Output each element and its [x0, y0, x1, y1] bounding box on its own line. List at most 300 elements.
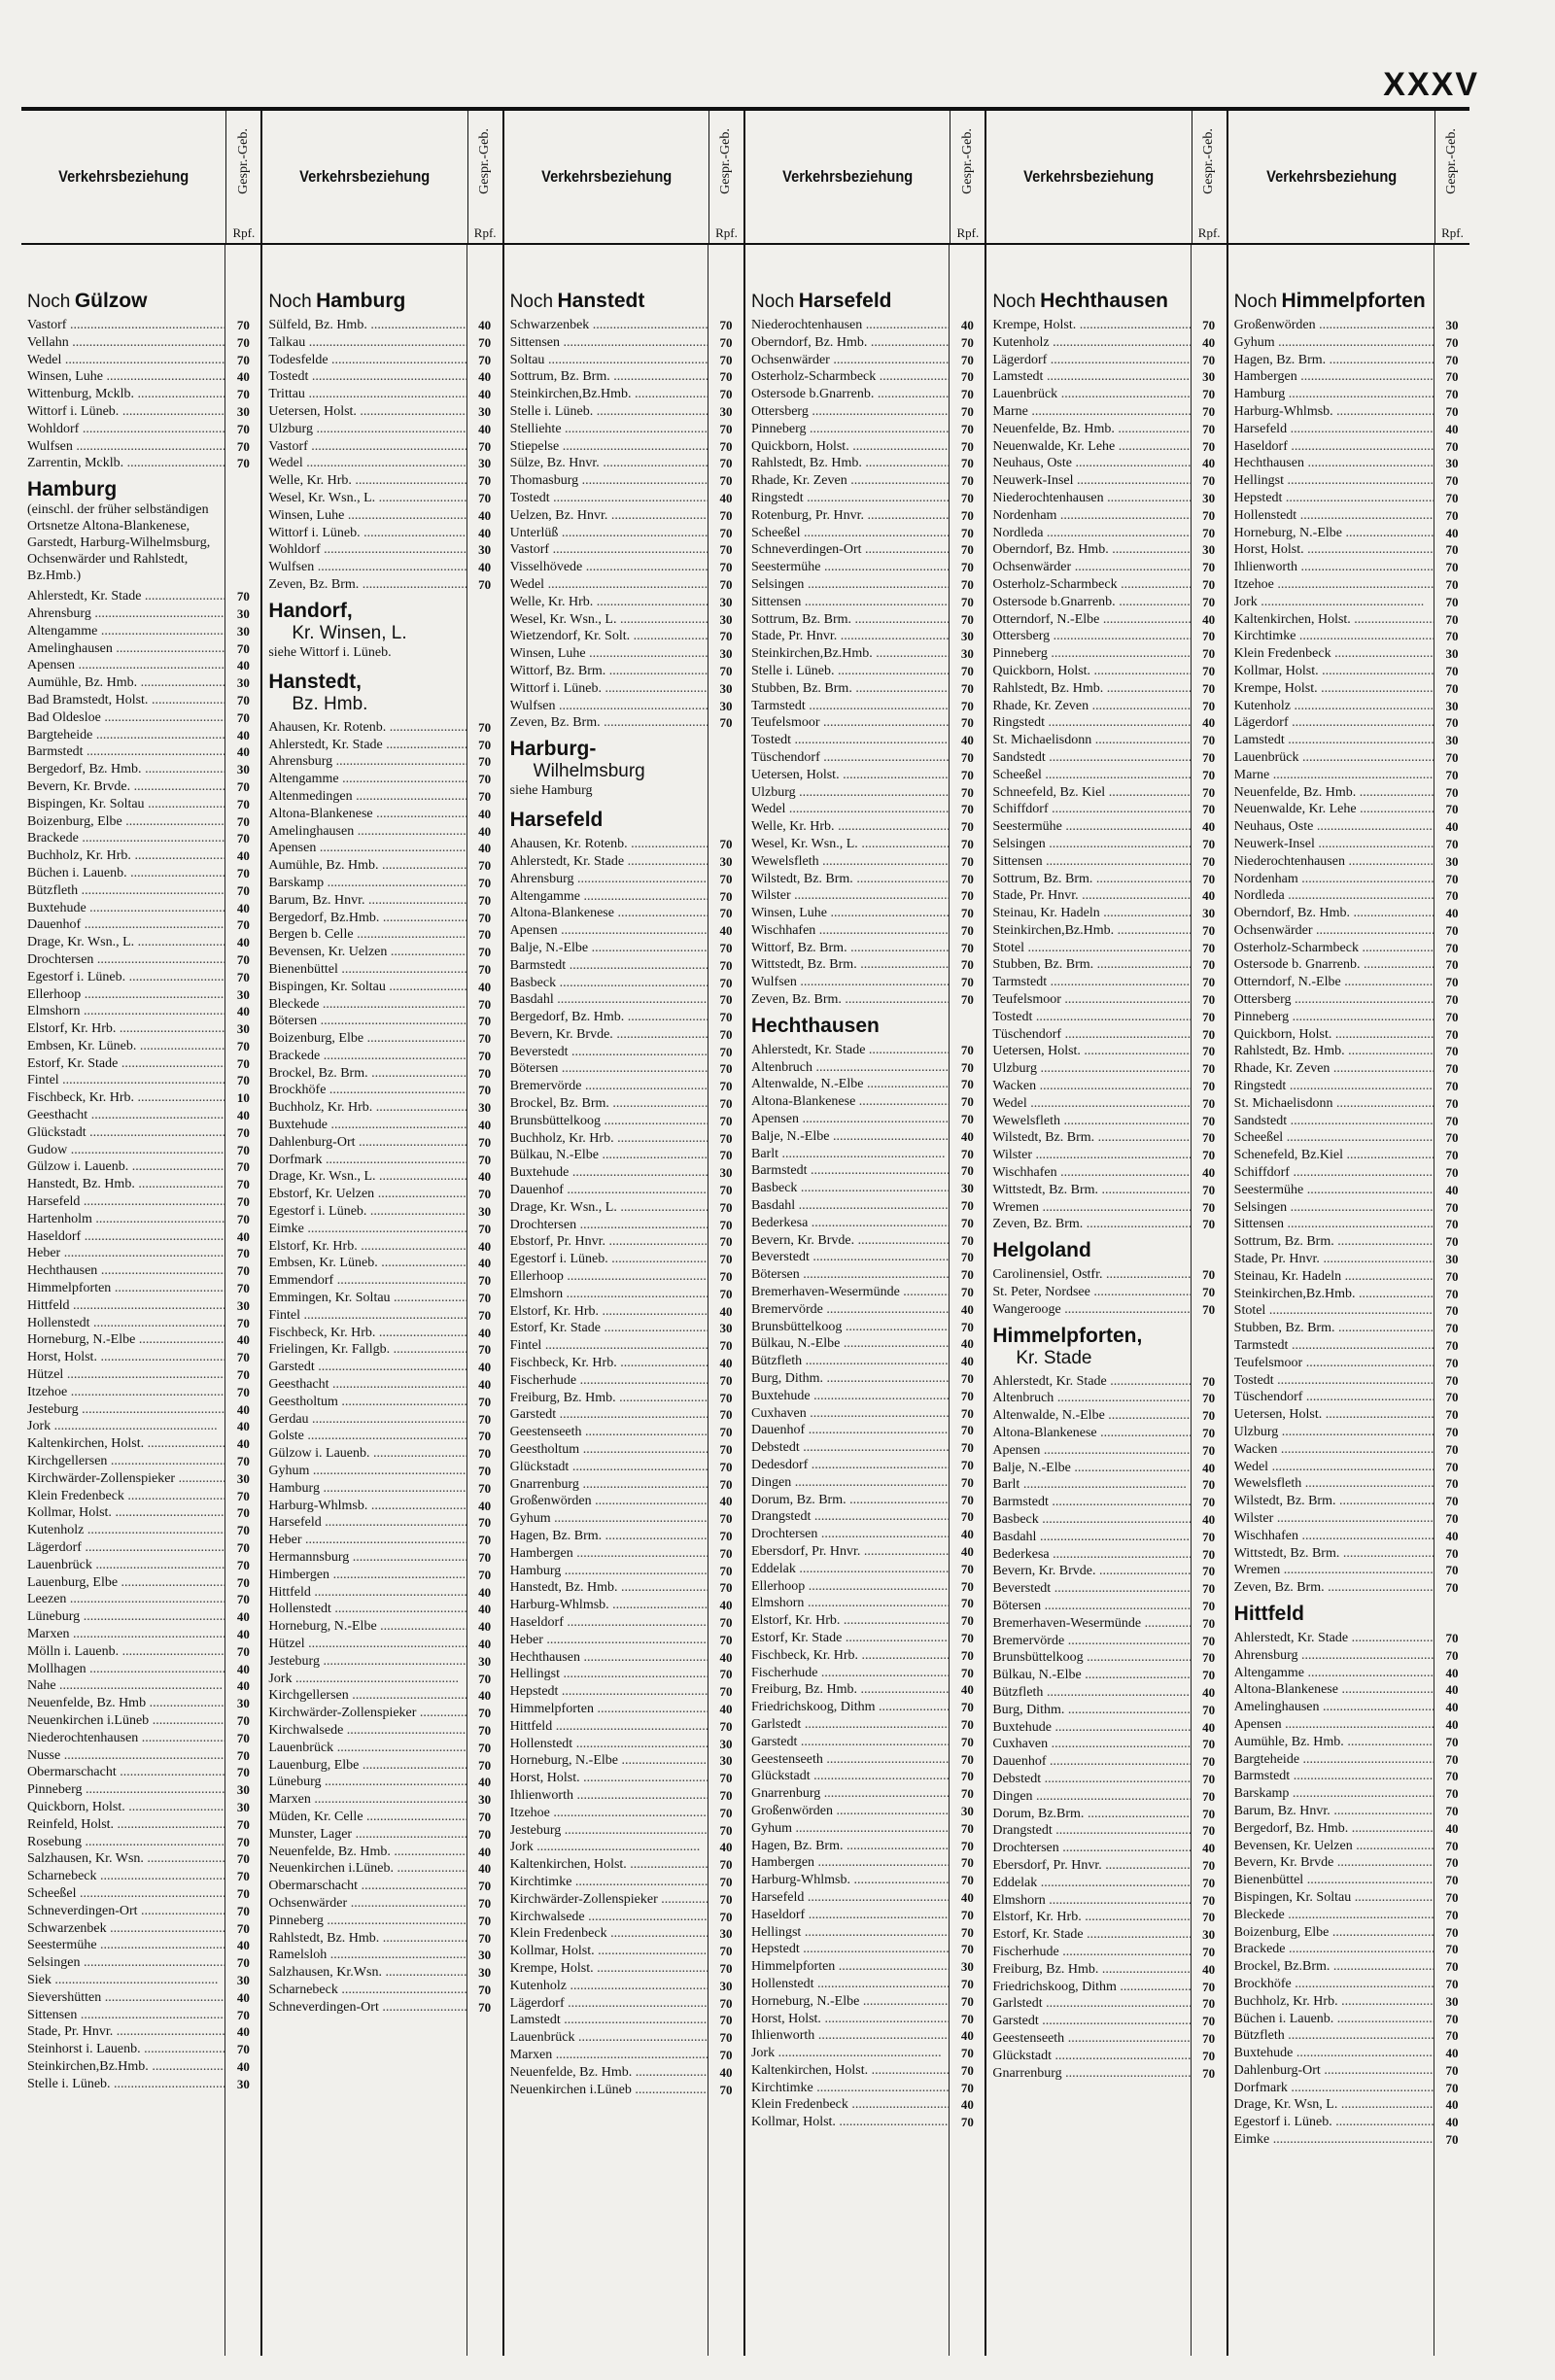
destination-name: Bülkau, N.-Elbe ..... [751, 1335, 950, 1353]
table-row [1234, 2045, 1469, 2062]
table-row [992, 1892, 1226, 1910]
call-charge: 30 [1202, 906, 1216, 921]
call-charge: 40 [478, 1498, 492, 1513]
destination-name: Frielingen, Kr. Fallgb. ..... [268, 1341, 466, 1359]
call-charge: 70 [236, 1488, 250, 1503]
call-charge: 30 [236, 986, 250, 1002]
call-charge: 70 [1445, 1113, 1459, 1128]
table-row [992, 1026, 1226, 1044]
table-row [510, 2082, 743, 2099]
destination-name: Tüschendorf ..... [992, 1026, 1191, 1044]
destination-name: Hambergen ..... [1234, 368, 1434, 386]
table-row [1234, 594, 1469, 611]
destination-name: Kutenholz ..... [992, 334, 1191, 352]
destination-name: Lauenbrück ..... [268, 1740, 466, 1757]
table-row [1234, 922, 1469, 940]
table-row [510, 1078, 743, 1095]
table-row [510, 317, 743, 334]
destination-name: Geestenseeth ..... [992, 2030, 1191, 2048]
table-row [510, 525, 743, 542]
call-charge: 40 [236, 900, 250, 915]
call-charge: 70 [960, 1665, 974, 1680]
destination-name: Altengamme ..... [510, 888, 708, 906]
charge-header [225, 111, 260, 243]
table-row [751, 922, 985, 940]
call-charge: 70 [960, 1042, 974, 1057]
call-charge: 70 [1202, 473, 1216, 489]
table-row [27, 1574, 260, 1592]
heading-place: Handorf, [268, 599, 353, 622]
destination-name: Sottrum, Bz. Brm. ..... [992, 871, 1191, 888]
destination-name: Tarmstedt ..... [751, 698, 950, 715]
destination-name: Altona-Blankenese ..... [992, 1425, 1191, 1442]
table-row [268, 1411, 501, 1429]
destination-name: Lauenbrück ..... [992, 386, 1191, 403]
destination-name: Haseldorf ..... [1234, 438, 1434, 456]
table-row [751, 576, 985, 594]
table-row [751, 2045, 985, 2062]
destination-name: Bötersen ..... [992, 1598, 1191, 1615]
destination-name: Scheeßel ..... [751, 525, 950, 542]
table-row [1234, 2062, 1469, 2080]
table-row [992, 490, 1226, 507]
call-charge: 30 [236, 623, 250, 638]
table-column [1228, 111, 1469, 2356]
call-charge: 70 [960, 1319, 974, 1334]
table-row [992, 1373, 1226, 1391]
table-row [992, 403, 1226, 421]
call-charge: 40 [478, 1861, 492, 1877]
table-row [751, 1993, 985, 2011]
table-row [992, 680, 1226, 698]
call-charge: 70 [1445, 1942, 1459, 1957]
call-charge: 70 [960, 1716, 974, 1732]
destination-name: Vastorf ..... [27, 317, 225, 334]
call-charge: 70 [1202, 922, 1216, 938]
destination-name: Kaltenkirchen, Holst. ..... [751, 2062, 950, 2080]
call-charge: 70 [719, 456, 733, 471]
call-charge: 70 [478, 1464, 492, 1479]
heading-subtitle: Wilhelmsburg [533, 761, 645, 782]
destination-name: Klein Fredenbeck ..... [1234, 645, 1434, 663]
destination-name: Horneburg, N.-Elbe ..... [510, 1752, 708, 1770]
destination-name: Fischbeck, Kr. Hrb. ..... [510, 1355, 708, 1372]
table-row [992, 1476, 1226, 1494]
table-row [992, 472, 1226, 490]
destination-name: Bergedorf, Bz. Hmb. ..... [510, 1009, 708, 1026]
table-row [1234, 2096, 1469, 2114]
call-charge: 70 [478, 1671, 492, 1686]
table-row [1234, 1716, 1469, 1734]
table-row [27, 1055, 260, 1073]
table-row [27, 709, 260, 727]
table-row [1234, 1372, 1469, 1390]
destination-name: Scharnebeck ..... [27, 1868, 225, 1885]
table-row [1234, 1872, 1469, 1889]
call-charge: 70 [960, 369, 974, 385]
destination-name: Garstedt ..... [751, 1734, 950, 1751]
call-charge: 40 [960, 2028, 974, 2044]
destination-name: Marxen ..... [268, 1791, 466, 1809]
call-charge: 30 [1445, 646, 1459, 662]
call-charge: 70 [1445, 369, 1459, 385]
call-charge: 40 [478, 1602, 492, 1617]
table-row [510, 940, 743, 957]
table-row [751, 2080, 985, 2097]
table-row [268, 1705, 501, 1722]
table-row [510, 1943, 743, 1960]
destination-name: Kollmar, Holst. ..... [1234, 663, 1434, 680]
call-charge: 70 [719, 1199, 733, 1215]
call-charge: 70 [719, 1580, 733, 1596]
call-charge: 70 [719, 1183, 733, 1198]
call-charge: 70 [960, 387, 974, 402]
destination-name: Horst, Holst. ..... [1234, 541, 1434, 559]
destination-name: Apensen ..... [268, 840, 466, 857]
destination-name: Basbeck ..... [751, 1180, 950, 1197]
call-charge: 70 [719, 560, 733, 575]
table-row [268, 1463, 501, 1480]
table-row [992, 1667, 1226, 1684]
call-charge: 70 [1202, 871, 1216, 886]
table-row [510, 905, 743, 922]
call-charge: 70 [236, 1885, 250, 1901]
charge-header [1192, 111, 1227, 243]
destination-name: Sittensen ..... [510, 334, 708, 352]
call-charge: 70 [478, 1083, 492, 1098]
destination-name: Bad Bramstedt, Holst. ..... [27, 692, 225, 709]
destination-name: Bederkesa ..... [751, 1215, 950, 1232]
destination-name: Sülze, Bz. Hnvr. ..... [510, 455, 708, 472]
table-row [1234, 1958, 1469, 1976]
destination-name: Barlt ..... [751, 1146, 950, 1163]
table-row [992, 455, 1226, 472]
call-charge: 70 [1202, 663, 1216, 678]
destination-name: Teufelsmoor ..... [992, 991, 1191, 1009]
call-charge: 70 [1202, 1633, 1216, 1648]
call-charge: 70 [1445, 387, 1459, 402]
call-charge: 70 [1202, 1477, 1216, 1493]
destination-name: Bülkau, N.-Elbe ..... [992, 1667, 1191, 1684]
destination-name: Jork ..... [27, 1418, 225, 1435]
destination-name: Pinneberg ..... [751, 421, 950, 438]
call-charge: 70 [719, 871, 733, 886]
call-charge: 40 [719, 1356, 733, 1371]
destination-name: Hollenstedt ..... [268, 1601, 466, 1618]
call-charge: 70 [719, 2030, 733, 2046]
destination-name: Bergen b. Celle ..... [268, 926, 466, 944]
call-charge: 70 [478, 1999, 492, 2015]
destination-name: Selsingen ..... [27, 1954, 225, 1972]
table-row [510, 1787, 743, 1805]
call-charge: 70 [960, 1198, 974, 1214]
table-row [751, 1768, 985, 1785]
call-charge: 70 [719, 1061, 733, 1077]
call-charge: 70 [1202, 940, 1216, 955]
table-row [27, 657, 260, 674]
destination-name: Bleckede ..... [1234, 1907, 1434, 1924]
call-charge: 70 [960, 1561, 974, 1576]
call-charge: 70 [960, 767, 974, 782]
call-charge: 70 [1445, 1563, 1459, 1578]
call-charge: 70 [1445, 1165, 1459, 1181]
destination-name: Horneburg, N.-Elbe ..... [1234, 525, 1434, 542]
table-row [1234, 1406, 1469, 1424]
call-charge: 30 [719, 853, 733, 869]
destination-name: Bevern, Kr. Brvde. ..... [992, 1563, 1191, 1580]
destination-name: Ochsenwärder ..... [1234, 922, 1434, 940]
destination-name: Lägerdorf ..... [1234, 714, 1434, 732]
call-charge: 70 [719, 1511, 733, 1527]
table-row [992, 784, 1226, 802]
destination-name: Stelle i. Lüneb. ..... [27, 2076, 225, 2093]
destination-name: Ostersode b. Gnarrenb. ..... [1234, 956, 1434, 974]
table-row [751, 1665, 985, 1682]
destination-name: Ebstorf, Pr. Hnvr. ..... [510, 1233, 708, 1251]
table-row [268, 1152, 501, 1169]
table-row [268, 1791, 501, 1809]
table-row [510, 1891, 743, 1909]
destination-name: Gudow ..... [27, 1142, 225, 1159]
table-row [27, 1124, 260, 1142]
table-row [1234, 317, 1469, 334]
call-charge: 40 [960, 2097, 974, 2113]
destination-name: Bützfleth ..... [992, 1684, 1191, 1702]
destination-name: Geestholtum ..... [510, 1441, 708, 1459]
destination-name: Ihlienworth ..... [1234, 559, 1434, 576]
call-charge: 70 [1202, 1788, 1216, 1804]
table-row [268, 1878, 501, 1895]
destination-name: Rotenburg, Pr. Hnvr. ..... [751, 507, 950, 525]
destination-name: Marxen ..... [27, 1626, 225, 1643]
destination-name: Ahlerstedt, Kr. Stade ..... [27, 588, 225, 605]
table-row [751, 490, 985, 507]
call-charge: 70 [719, 1079, 733, 1094]
table-row [268, 1290, 501, 1307]
destination-name: Hagen, Bz. Brm. ..... [510, 1528, 708, 1545]
destination-name: Ebersdorf, Pr. Hnvr. ..... [751, 1543, 950, 1561]
call-charge: 70 [1445, 2011, 1459, 2026]
table-column [986, 111, 1227, 2356]
table-row [510, 957, 743, 975]
column-header [504, 111, 743, 245]
destination-name: Bad Oldesloe ..... [27, 709, 225, 727]
call-charge: 70 [1445, 1803, 1459, 1818]
table-row [992, 714, 1226, 732]
call-charge: 30 [236, 1782, 250, 1798]
call-charge: 70 [236, 1592, 250, 1607]
destination-name: Barmstedt ..... [27, 743, 225, 761]
table-row [751, 1474, 985, 1492]
call-charge: 70 [478, 1826, 492, 1842]
destination-name: Nordleda ..... [992, 525, 1191, 542]
table-row [510, 490, 743, 507]
table-row [268, 438, 501, 456]
table-row [1234, 1820, 1469, 1838]
relation-header: Verkehrsbeziehung [299, 167, 431, 186]
table-row [992, 732, 1226, 749]
destination-name: Dorum, Bz. Brm. ..... [751, 1492, 950, 1509]
table-row [27, 1435, 260, 1453]
call-charge: 70 [1445, 1734, 1459, 1749]
call-charge: 70 [236, 692, 250, 707]
heading-prefix: Noch [1233, 292, 1278, 312]
destination-name: Osterholz-Scharmbeck ..... [992, 576, 1191, 594]
call-charge: 70 [236, 1574, 250, 1590]
destination-name: Siek ..... [27, 1972, 225, 1989]
heading-place: Hittfeld [1233, 1602, 1304, 1625]
destination-name: Elmshorn ..... [751, 1595, 950, 1612]
table-row [1234, 940, 1469, 957]
table-row [510, 1493, 743, 1510]
destination-name: Wittorf i. Lüneb. ..... [27, 403, 225, 421]
charge-header [950, 111, 985, 243]
destination-name: Schneefeld, Bz. Kiel ..... [992, 784, 1191, 802]
call-charge: 40 [1445, 1820, 1459, 1836]
destination-name: Tüschendorf ..... [1234, 1389, 1434, 1406]
call-charge: 70 [1445, 1459, 1459, 1474]
rate-table [21, 107, 1469, 2356]
table-row [992, 1407, 1226, 1425]
table-row [992, 1979, 1226, 1996]
table-row [268, 806, 501, 823]
destination-name: Uetersen, Holst. ..... [268, 403, 466, 421]
call-charge: 70 [1445, 940, 1459, 955]
call-charge: 40 [1445, 1665, 1459, 1680]
heading-prefix: Noch [992, 292, 1036, 312]
destination-name: Stelle i. Lüneb. ..... [751, 663, 950, 680]
destination-name: Brockel, Bz.Brm. ..... [1234, 1958, 1434, 1976]
destination-name: Hepstedt ..... [751, 1941, 950, 1958]
destination-name: Winsen, Luhe ..... [751, 905, 950, 922]
destination-name: Steinau, Kr. Hadeln ..... [992, 905, 1191, 922]
call-charge: 70 [1445, 1786, 1459, 1802]
section-heading [751, 1009, 985, 1042]
call-charge: 30 [478, 403, 492, 419]
call-charge: 40 [236, 727, 250, 742]
call-charge: 70 [719, 1857, 733, 1873]
destination-name: Buxtehude ..... [751, 1388, 950, 1405]
table-row [1234, 1129, 1469, 1147]
table-row [751, 368, 985, 386]
table-row [268, 541, 501, 559]
call-charge: 70 [960, 1769, 974, 1784]
table-row [992, 1129, 1226, 1147]
table-row [992, 1598, 1226, 1615]
call-charge: 70 [1445, 1026, 1459, 1042]
destination-name: Barmstedt ..... [992, 1494, 1191, 1511]
call-charge: 40 [719, 1494, 733, 1509]
call-charge: 70 [1445, 1355, 1459, 1370]
table-row [268, 840, 501, 857]
table-row [992, 1771, 1226, 1788]
call-charge: 30 [719, 1165, 733, 1181]
call-charge: 70 [478, 910, 492, 925]
destination-name: Buchholz, Kr. Hrb. ..... [510, 1130, 708, 1148]
table-row [268, 1325, 501, 1342]
destination-name: Kollmar, Holst. ..... [751, 2114, 950, 2131]
table-row [510, 541, 743, 559]
table-row [992, 974, 1226, 991]
destination-name: Wohldorf ..... [27, 421, 225, 438]
call-charge: 70 [236, 1367, 250, 1383]
call-charge: 70 [478, 1895, 492, 1911]
call-charge: 70 [1202, 1217, 1216, 1232]
destination-name: Jork ..... [1234, 594, 1434, 611]
destination-name: Osterholz-Scharmbeck ..... [751, 368, 950, 386]
destination-name: Rahlstedt, Bz. Hmb. ..... [992, 680, 1191, 698]
destination-name: Embsen, Kr. Lüneb. ..... [27, 1038, 225, 1055]
call-charge: 70 [960, 2080, 974, 2095]
table-row [992, 2030, 1226, 2048]
table-row [1234, 1320, 1469, 1337]
destination-name: Friedrichskoog, Dithm ..... [751, 1699, 950, 1716]
destination-name: Wedel ..... [992, 1095, 1191, 1113]
destination-name: Scheeßel ..... [992, 767, 1191, 784]
table-row [27, 1834, 260, 1851]
call-charge: 70 [236, 831, 250, 846]
table-row [268, 1618, 501, 1636]
destination-name: Cuxhaven ..... [751, 1405, 950, 1423]
table-row [1234, 836, 1469, 853]
table-row [992, 368, 1226, 386]
destination-name: Klein Fredenbeck ..... [510, 1925, 708, 1943]
destination-name: Stiepelse ..... [510, 438, 708, 456]
table-row [992, 525, 1226, 542]
table-row [992, 1840, 1226, 1857]
destination-name: Brockhöfe ..... [268, 1082, 466, 1099]
destination-name: Gülzow i. Lauenb. ..... [27, 1158, 225, 1176]
call-charge: 70 [1202, 2048, 1216, 2063]
call-charge: 70 [1445, 1338, 1459, 1354]
destination-name: Hartenholm ..... [27, 1211, 225, 1228]
destination-name: Bevensen, Kr. Uelzen ..... [1234, 1838, 1434, 1855]
table-row [268, 1930, 501, 1948]
call-charge: 40 [236, 1401, 250, 1417]
call-charge: 10 [236, 1090, 250, 1106]
table-row [751, 1457, 985, 1474]
table-row [27, 1885, 260, 1903]
table-row [510, 1406, 743, 1424]
destination-name: Selsingen ..... [992, 836, 1191, 853]
destination-name: Wohldorf ..... [268, 541, 466, 559]
table-row [510, 2064, 743, 2082]
call-charge: 70 [960, 749, 974, 765]
table-row [992, 801, 1226, 818]
call-charge: 70 [960, 611, 974, 627]
call-charge: 70 [960, 542, 974, 558]
destination-name: Bremerhaven-Wesermünde ..... [992, 1615, 1191, 1633]
call-charge: 40 [478, 525, 492, 540]
table-row [1234, 438, 1469, 456]
destination-name: Stotel ..... [992, 940, 1191, 957]
destination-name: Geesthacht ..... [27, 1107, 225, 1124]
destination-name: Wedel ..... [751, 801, 950, 818]
table-row [751, 611, 985, 629]
call-charge: 70 [1202, 438, 1216, 454]
table-row [1234, 1355, 1469, 1372]
table-row [1234, 1302, 1469, 1320]
destination-name: Balje, N.-Elbe ..... [510, 940, 708, 957]
destination-name: Jesteburg ..... [27, 1401, 225, 1419]
destination-name: Buxtehude ..... [992, 1719, 1191, 1737]
destination-name: Schenefeld, Bz.Kiel ..... [1234, 1147, 1434, 1164]
destination-name: Stubben, Bz. Brm. ..... [751, 680, 950, 698]
table-row [268, 1913, 501, 1930]
call-charge: 70 [478, 1879, 492, 1894]
destination-name: Egestorf i. Lüneb. ..... [268, 1203, 466, 1221]
call-charge: 30 [1445, 1252, 1459, 1267]
